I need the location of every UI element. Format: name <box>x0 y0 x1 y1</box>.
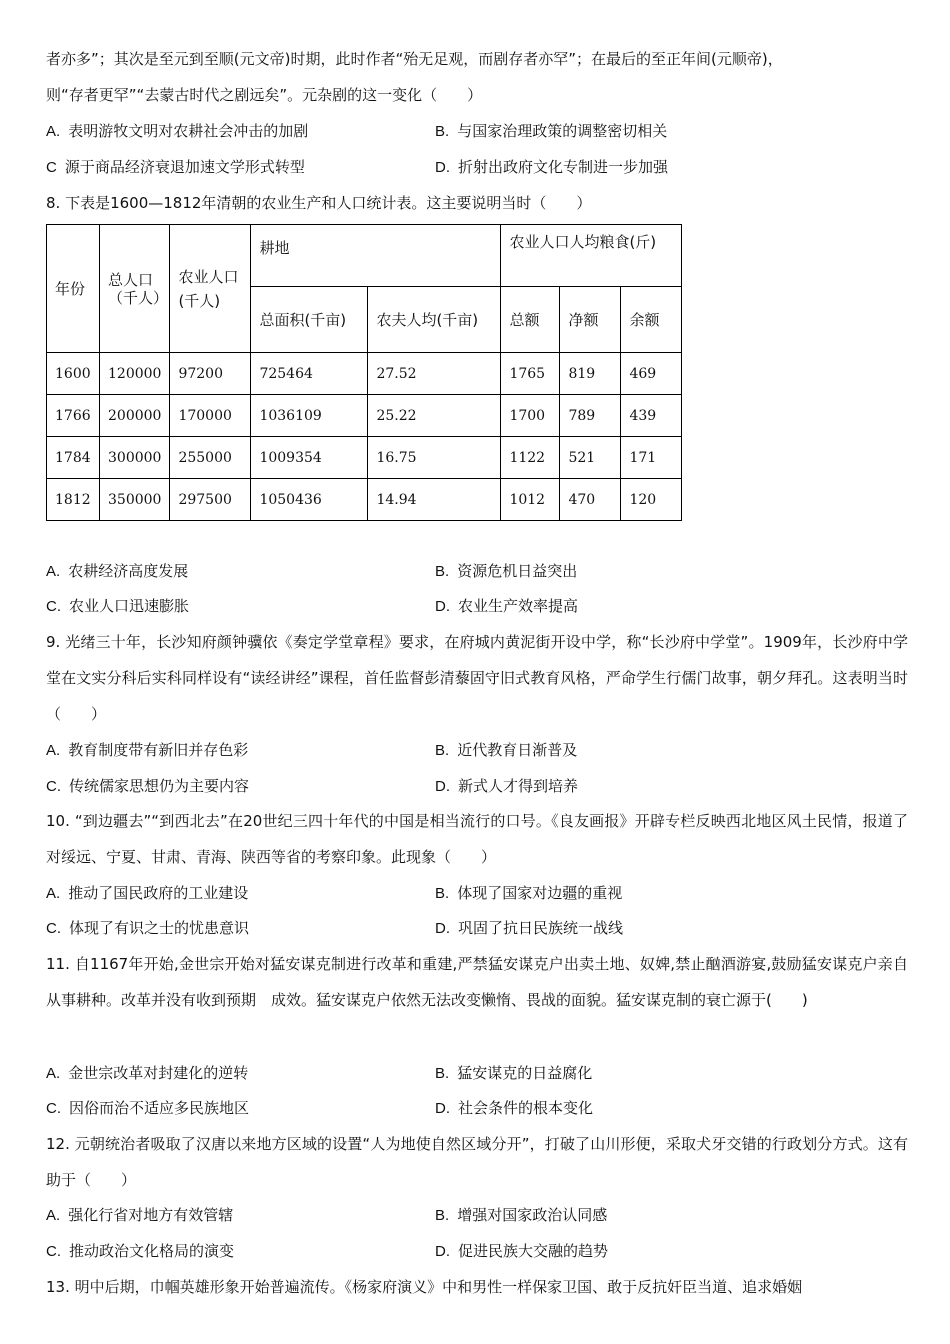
q9-option-b <box>435 739 577 762</box>
option-label: A. <box>46 742 61 759</box>
option-text: 增强对国家政治认同感 <box>457 1206 608 1224</box>
cell-farmland-per-farmer: 14.94 <box>368 479 501 521</box>
cell-farmland-total: 725464 <box>251 353 368 395</box>
option-label: B. <box>435 563 450 580</box>
option-text: 因俗而治不适应多民族地区 <box>69 1099 250 1117</box>
q10-option-a <box>46 882 248 905</box>
option-text: 与国家治理政策的调整密切相关 <box>457 122 668 140</box>
option-label: B. <box>435 123 450 140</box>
cell-agri-population: 97200 <box>170 353 251 395</box>
q8-option-a <box>46 560 188 583</box>
option-label: D. <box>435 1243 450 1260</box>
cell-net: 521 <box>560 437 621 479</box>
table-row <box>47 437 682 479</box>
q7-option-a <box>46 120 308 143</box>
cell-total-population: 350000 <box>100 479 170 521</box>
cell-farmland-total: 1009354 <box>251 437 368 479</box>
cell-year: 1812 <box>47 479 100 521</box>
header-agri-population-label: 农业人口 <box>178 267 239 286</box>
cell-year: 1784 <box>47 437 100 479</box>
option-label: B. <box>435 1065 450 1082</box>
option-text: 体现了有识之士的忧患意识 <box>69 919 250 937</box>
q12-option-b <box>435 1204 607 1227</box>
q12-option-a <box>46 1204 233 1227</box>
option-text: 体现了国家对边疆的重视 <box>457 884 623 902</box>
cell-farmland-per-farmer: 27.52 <box>368 353 501 395</box>
q8-option-c <box>46 595 189 618</box>
cell-year: 1600 <box>47 353 100 395</box>
option-text: 新式人才得到培养 <box>458 777 579 795</box>
option-label: A. <box>46 1065 61 1082</box>
q8-option-d <box>435 595 578 618</box>
option-label: B. <box>435 1207 450 1224</box>
cell-total-population: 200000 <box>100 395 170 437</box>
option-text: 近代教育日渐普及 <box>457 741 578 759</box>
q12-option-d <box>435 1240 608 1263</box>
cell-surplus: 120 <box>621 479 682 521</box>
option-text: 推动了国民政府的工业建设 <box>68 884 249 902</box>
option-label: A. <box>46 885 61 902</box>
option-text: 金世宗改革对封建化的逆转 <box>68 1064 249 1082</box>
cell-surplus: 469 <box>621 353 682 395</box>
header-agri-population <box>170 225 251 353</box>
option-text: 农耕经济高度发展 <box>68 562 189 580</box>
cell-farmland-per-farmer: 25.22 <box>368 395 501 437</box>
cell-gross: 1012 <box>501 479 560 521</box>
option-text: 巩固了抗日民族统一战线 <box>458 919 624 937</box>
q9-option-d <box>435 775 578 798</box>
option-label: C. <box>46 1243 61 1260</box>
q8-option-b <box>435 560 577 583</box>
q7-option-b <box>435 120 667 143</box>
cell-gross: 1765 <box>501 353 560 395</box>
option-label: B. <box>435 885 450 902</box>
q7-stem-line-1: 者亦多”；其次是至元到至顺(元文帝)时期，此时作者“殆无足观，而剧存者亦罕”；在最后的至正年间(元顺帝)， <box>46 50 783 68</box>
q9-option-c <box>46 775 249 798</box>
q10-stem: 10. “到边疆去”“到西北去”在20世纪三四十年代的中国是相当流行的口号。《良友画报》开辟专栏反映西北地区风土民情，报道了对绥远、宁夏、甘肃、青海、陕西等省的考察印象。此现象（ ） <box>46 812 908 866</box>
header-surplus: 余额 <box>621 287 682 353</box>
header-agri-population-unit: (千人) <box>178 291 221 310</box>
option-text: 表明游牧文明对农耕社会冲击的加剧 <box>68 122 309 140</box>
q9-stem: 9. 光绪三十年，长沙知府颜钟骥依《奏定学堂章程》要求，在府城内黄泥街开设中学，称“长沙府中学堂”。1909年，长沙府中学堂在文实分科后实科同样设有“读经讲经”课程，首任监督彭清藜固守旧式教育风格，严命学生行儒门故事，朝夕拜孔。这表明当时（ ） <box>46 633 908 723</box>
q11-option-a <box>46 1062 248 1085</box>
table-row <box>47 479 682 521</box>
q10-option-b <box>435 882 622 905</box>
option-text: 源于商品经济衰退加速文学形式转型 <box>64 158 305 176</box>
option-text: 强化行省对地方有效管辖 <box>68 1206 234 1224</box>
header-farmland-total: 总面积(千亩) <box>251 287 368 353</box>
cell-year: 1766 <box>47 395 100 437</box>
option-label: C. <box>46 778 61 795</box>
header-grain-per-capita: 农业人口人均粮食(斤) <box>501 225 682 287</box>
q7-stem-line-2: 则“存者更罕”“去蒙古时代之剧远矣”。元杂剧的这一变化（ ） <box>46 86 483 104</box>
q13-stem: 13. 明中后期，巾帼英雄形象开始普遍流传。《杨家府演义》中和男性一样保家卫国、敢于反抗奸臣当道、追求婚姻 <box>46 1278 803 1296</box>
q11-option-b <box>435 1062 592 1085</box>
option-label: A. <box>46 563 61 580</box>
header-gross: 总额 <box>501 287 560 353</box>
option-text: 农业人口迅速膨胀 <box>69 597 190 615</box>
option-text: 折射出政府文化专制进一步加强 <box>458 158 669 176</box>
table-row <box>47 353 682 395</box>
q12-stem: 12. 元朝统治者吸取了汉唐以来地方区域的设置“人为地使自然区域分开”，打破了山川形便，采取犬牙交错的行政划分方式。这有助于（ ） <box>46 1135 908 1189</box>
q11-option-c <box>46 1097 249 1120</box>
option-text: 农业生产效率提高 <box>458 597 579 615</box>
cell-agri-population: 297500 <box>170 479 251 521</box>
option-label: B. <box>435 742 450 759</box>
header-year: 年份 <box>47 225 100 353</box>
cell-farmland-per-farmer: 16.75 <box>368 437 501 479</box>
q12-option-c <box>46 1240 234 1263</box>
option-label: D. <box>435 1100 450 1117</box>
statistics-table <box>46 224 682 521</box>
cell-total-population: 120000 <box>100 353 170 395</box>
cell-net: 789 <box>560 395 621 437</box>
q9-option-a <box>46 739 248 762</box>
cell-agri-population: 170000 <box>170 395 251 437</box>
q10-option-d <box>435 917 623 940</box>
cell-surplus: 171 <box>621 437 682 479</box>
option-text: 教育制度带有新旧并存色彩 <box>68 741 249 759</box>
header-net: 净额 <box>560 287 621 353</box>
q11-stem: 11. 自1167年开始,金世宗开始对猛安谋克制进行改革和重建,严禁猛安谋克户出卖土地、奴婢,禁止酗酒游宴,鼓励猛安谋克户亲自从事耕种。改革并没有收到预期 成效。猛安谋克户依然无法改变懒惰、畏战的面貌。猛安谋克制的衰亡源于( ) <box>46 955 908 1009</box>
q7-option-d <box>435 156 668 179</box>
option-label: D. <box>435 920 450 937</box>
q10-option-c <box>46 917 249 940</box>
cell-surplus: 439 <box>621 395 682 437</box>
option-label: A. <box>46 123 61 140</box>
option-label: A. <box>46 1207 61 1224</box>
cell-gross: 1700 <box>501 395 560 437</box>
option-text: 资源危机日益突出 <box>457 562 578 580</box>
option-label: C <box>46 159 57 176</box>
option-label: D. <box>435 159 450 176</box>
cell-total-population: 300000 <box>100 437 170 479</box>
header-farmland: 耕地 <box>251 225 501 287</box>
header-total-population: 总人口（千人） <box>100 225 170 353</box>
cell-net: 470 <box>560 479 621 521</box>
q8-stem: 8. 下表是1600—1812年清朝的农业生产和人口统计表。这主要说明当时（ ） <box>46 194 592 212</box>
option-label: C. <box>46 598 61 615</box>
option-label: C. <box>46 920 61 937</box>
option-text: 推动政治文化格局的演变 <box>69 1242 235 1260</box>
option-text: 促进民族大交融的趋势 <box>458 1242 609 1260</box>
option-text: 社会条件的根本变化 <box>458 1099 594 1117</box>
q7-option-c <box>46 156 305 179</box>
option-label: D. <box>435 778 450 795</box>
cell-gross: 1122 <box>501 437 560 479</box>
option-text: 猛安谋克的日益腐化 <box>457 1064 593 1082</box>
cell-farmland-total: 1050436 <box>251 479 368 521</box>
cell-agri-population: 255000 <box>170 437 251 479</box>
option-label: D. <box>435 598 450 615</box>
option-text: 传统儒家思想仍为主要内容 <box>69 777 250 795</box>
option-label: C. <box>46 1100 61 1117</box>
cell-farmland-total: 1036109 <box>251 395 368 437</box>
table-row <box>47 395 682 437</box>
header-farmland-per-farmer: 农夫人均(千亩) <box>368 287 501 353</box>
cell-net: 819 <box>560 353 621 395</box>
q11-option-d <box>435 1097 593 1120</box>
